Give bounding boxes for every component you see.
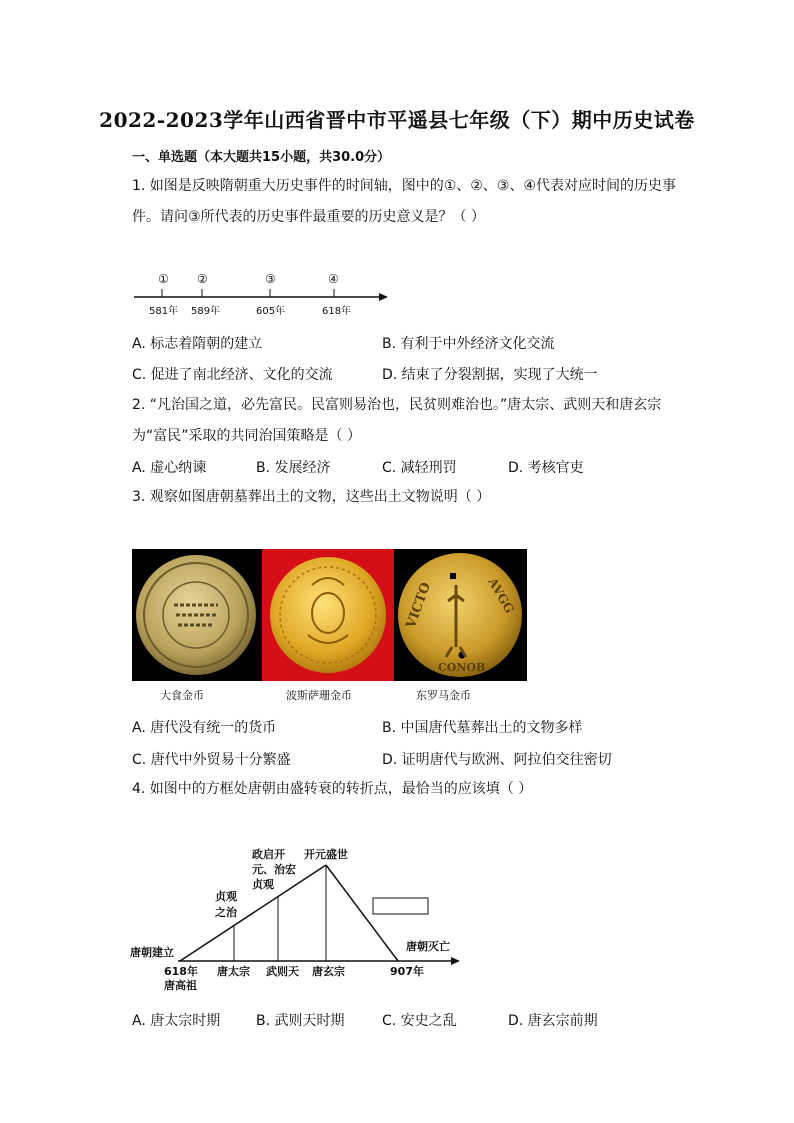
- label-xuanzong: 唐玄宗: [312, 965, 345, 978]
- label-kaiyuan-prosperity: 开元盛世: [304, 848, 348, 861]
- label-year-907: 907年: [390, 965, 424, 978]
- arabic-gold-coin-image: [134, 553, 258, 677]
- label-zhenguan-1: 贞观: [215, 890, 237, 903]
- q4-stem: 4. 如图中的方框处唐朝由盛转衰的转折点，最恰当的应该填（ ）: [132, 781, 533, 797]
- answer-box: [373, 898, 428, 914]
- timeline-year-3: 605年: [256, 306, 286, 317]
- coin3-legend-bottom: CONOB: [438, 661, 486, 674]
- timeline-year-1: 581年: [149, 306, 179, 317]
- q4-option-a[interactable]: A. 唐太宗时期: [132, 1013, 221, 1029]
- q1-option-b[interactable]: B. 有利于中外经济文化交流: [382, 336, 555, 352]
- caption-byzantine-coin: 东罗马金币: [416, 689, 471, 702]
- coin3-legend-left: VICTO: [403, 580, 435, 631]
- timeline-year-2: 589年: [191, 306, 221, 317]
- tang-rise-fall-diagram: [130, 840, 470, 980]
- persian-sasanian-gold-coin-image: [268, 555, 388, 675]
- q4-option-c[interactable]: C. 安史之乱: [382, 1013, 457, 1029]
- label-gaozu: 唐高祖: [164, 979, 197, 992]
- label-tang-fall: 唐朝灭亡: [406, 940, 450, 953]
- q3-option-b[interactable]: B. 中国唐代墓葬出土的文物多样: [382, 720, 583, 736]
- q2-stem-line2: 为“富民”采取的共同治国策略是（ ）: [132, 428, 361, 444]
- q3-option-c[interactable]: C. 唐代中外贸易十分繁盛: [132, 752, 291, 768]
- label-taizong: 唐太宗: [217, 965, 250, 978]
- q2-option-c[interactable]: C. 减轻刑罚: [382, 460, 457, 476]
- timeline-marker-4: ④: [328, 272, 339, 286]
- label-kaiyuan-start-2: 元、治宏: [252, 863, 296, 876]
- timeline-year-4: 618年: [322, 306, 352, 317]
- q2-stem-line1: 2. “凡治国之道，必先富民。民富则易治也，民贫则难治也。”唐太宗、武则天和唐玄宗: [132, 397, 662, 413]
- section-heading: 一、单选题（本大题共15小题，共30.0分）: [132, 150, 391, 165]
- q2-option-b[interactable]: B. 发展经济: [256, 460, 331, 476]
- q1-stem-line1: 1. 如图是反映隋朝重大历史事件的时间轴，图中的①、②、③、④代表对应时间的历史事: [132, 178, 677, 194]
- coin3-legend-right: AVGG: [485, 575, 517, 616]
- q4-option-b[interactable]: B. 武则天时期: [256, 1013, 345, 1029]
- byzantine-gold-coin-image: [396, 551, 524, 679]
- label-wuzetian: 武则天: [266, 965, 299, 978]
- timeline-marker-3: ③: [265, 272, 276, 286]
- label-kaiyuan-start-1: 政启开: [252, 848, 285, 861]
- coin-photo-strip: [132, 549, 527, 681]
- q3-option-d[interactable]: D. 证明唐代与欧洲、阿拉伯交往密切: [382, 752, 612, 768]
- page-title: 2022-2023学年山西省晋中市平遥县七年级（下）期中历史试卷: [99, 108, 695, 132]
- timeline-arrow: [379, 293, 388, 301]
- q3-option-a[interactable]: A. 唐代没有统一的货币: [132, 720, 277, 736]
- caption-arabic-coin: 大食金币: [160, 689, 204, 702]
- caption-persian-coin: 波斯萨珊金币: [286, 689, 352, 702]
- q1-stem-line2: 件。请问③所代表的历史事件最重要的历史意义是？（ ）: [132, 209, 485, 225]
- label-kaiyuan-start-3: 贞观: [252, 878, 274, 891]
- q3-stem: 3. 观察如图唐朝墓葬出土的文物，这些出土文物说明（ ）: [132, 489, 491, 505]
- q2-option-a[interactable]: A. 虚心纳谏: [132, 460, 207, 476]
- diagram-arrow: [451, 957, 460, 965]
- label-zhenguan-2: 之治: [215, 906, 237, 919]
- q1-option-a[interactable]: A. 标志着隋朝的建立: [132, 336, 263, 352]
- timeline-marker-1: ①: [158, 272, 169, 286]
- q2-option-d[interactable]: D. 考核官吏: [508, 460, 584, 476]
- q1-option-d[interactable]: D. 结束了分裂割据，实现了大统一: [382, 367, 598, 383]
- q4-option-d[interactable]: D. 唐玄宗前期: [508, 1013, 598, 1029]
- timeline-marker-2: ②: [197, 272, 208, 286]
- q1-option-c[interactable]: C. 促进了南北经济、文化的交流: [132, 367, 333, 383]
- label-year-618: 618年: [164, 965, 198, 978]
- label-tang-founded: 唐朝建立: [130, 946, 174, 959]
